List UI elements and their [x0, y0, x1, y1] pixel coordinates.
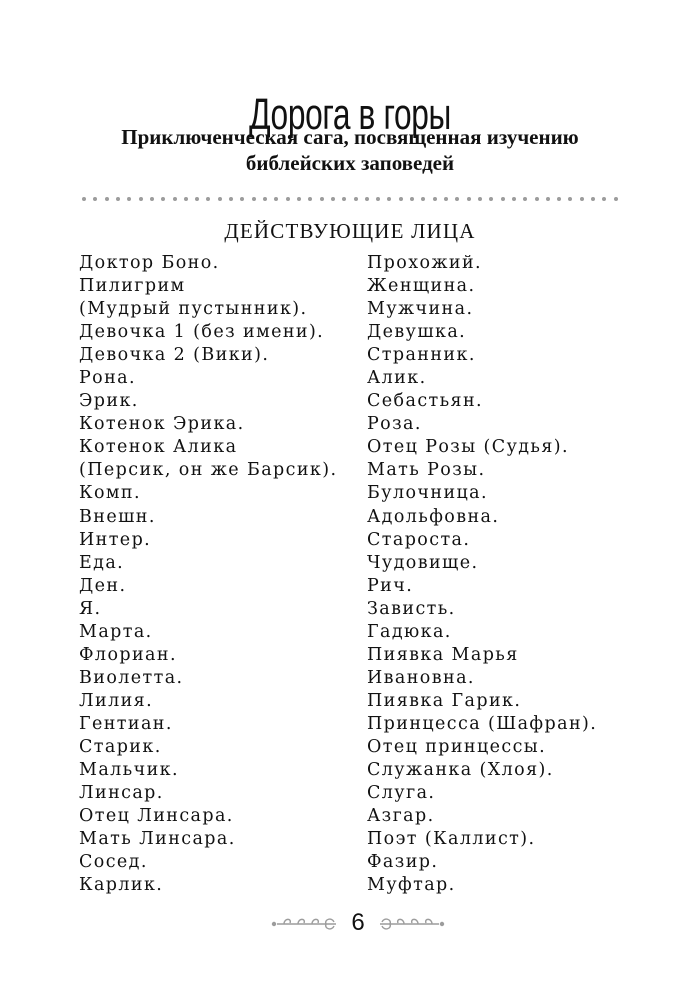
cast-member: Отец Розы (Судья).	[367, 437, 569, 458]
cast-member: Котенок Эрика.	[79, 414, 245, 435]
cast-member: Служанка (Хлоя).	[367, 760, 554, 781]
cast-member: Пилигрим	[79, 276, 186, 297]
divider-dot	[105, 197, 109, 201]
divider-dot	[218, 197, 222, 201]
divider-dot	[512, 197, 516, 201]
cast-member: Еда.	[79, 552, 125, 573]
cast-member: Адольфовна.	[367, 506, 500, 527]
subtitle-line-2: библейских заповедей	[245, 151, 455, 175]
cast-member: Девочка 2 (Вики).	[79, 345, 270, 366]
cast-member: Гентиан.	[79, 713, 173, 734]
cast-member: Рич.	[367, 575, 414, 596]
divider-dot	[376, 197, 380, 201]
divider-dot	[229, 197, 233, 201]
cast-list-right	[367, 252, 597, 897]
vine-flourish-icon	[376, 913, 446, 935]
page-number: 6	[351, 909, 365, 936]
cast-member: Марта.	[79, 621, 153, 642]
divider-dot	[467, 197, 471, 201]
cast-member: Мать Розы.	[367, 460, 486, 481]
cast-member: Поэт (Каллист).	[367, 829, 536, 850]
divider-dot	[546, 197, 550, 201]
cast-member: Ден.	[79, 575, 127, 596]
divider-dot	[173, 197, 177, 201]
divider-dot	[399, 197, 403, 201]
cast-heading: ДЕЙСТВУЮЩИЕ ЛИЦА	[224, 219, 476, 243]
divider-dot	[116, 197, 120, 201]
cast-member: Флориан.	[79, 644, 177, 665]
divider-dot	[195, 197, 199, 201]
divider-dot	[206, 197, 210, 201]
cast-member: Женщина.	[367, 276, 476, 297]
cast-member: Котенок Алика	[79, 437, 238, 458]
cast-member: Отец принцессы.	[367, 736, 547, 757]
divider-dot	[184, 197, 188, 201]
divider-dot	[489, 197, 493, 201]
cast-member: Пиявка Марья	[367, 644, 519, 665]
dotted-divider	[82, 196, 618, 202]
divider-dot	[365, 197, 369, 201]
divider-dot	[433, 197, 437, 201]
cast-member: Странник.	[367, 345, 476, 366]
divider-dot	[602, 197, 606, 201]
cast-member: Доктор Боно.	[79, 253, 220, 273]
cast-member: Виолетта.	[79, 667, 184, 688]
cast-member: Лилия.	[79, 690, 154, 711]
divider-dot	[263, 197, 267, 201]
divider-dot	[568, 197, 572, 201]
divider-dot	[320, 197, 324, 201]
cast-member: Старик.	[79, 736, 162, 757]
divider-dot	[308, 197, 312, 201]
cast-member: Эрик.	[79, 391, 139, 412]
cast-member: Сосед.	[79, 852, 148, 873]
cast-list-left	[79, 252, 337, 897]
divider-dot	[535, 197, 539, 201]
divider-dot	[274, 197, 278, 201]
cast-member: Мужчина.	[367, 299, 474, 320]
divider-dot	[342, 197, 346, 201]
cast-member: Комп.	[79, 483, 141, 504]
divider-dot	[161, 197, 165, 201]
divider-dot	[387, 197, 391, 201]
cast-member: Ивановна.	[367, 667, 475, 688]
cast-member: Фазир.	[367, 852, 439, 873]
cast-member: Мальчик.	[79, 760, 179, 781]
divider-dot	[93, 197, 97, 201]
cast-member: Булочница.	[367, 483, 488, 504]
divider-dot	[286, 197, 290, 201]
cast-member: Рона.	[79, 368, 136, 389]
subtitle-line-1: Приключенческая сага, посвященная изучению	[121, 125, 579, 149]
cast-member: Я.	[79, 598, 102, 619]
divider-dot	[354, 197, 358, 201]
cast-member: Прохожий.	[367, 253, 482, 273]
subtitle	[90, 124, 610, 176]
cast-member: Девочка 1 (без имени).	[79, 322, 325, 343]
cast-member: (Мудрый пустынник).	[79, 299, 308, 320]
cast-member: Пиявка Гарик.	[367, 690, 522, 711]
divider-dot	[523, 197, 527, 201]
cast-member: Интер.	[79, 529, 152, 550]
divider-dot	[82, 197, 86, 201]
cast-member: Девушка.	[367, 322, 467, 343]
divider-dot	[421, 197, 425, 201]
cast-member: Зависть.	[367, 598, 456, 619]
cast-member: Принцесса (Шафран).	[367, 713, 598, 734]
cast-member: Отец Линсара.	[79, 806, 234, 827]
cast-member: Мать Линсара.	[79, 829, 236, 850]
cast-member: Азгар.	[367, 806, 435, 827]
cast-member: Чудовище.	[367, 552, 479, 573]
cast-member: (Персик, он же Барсик).	[79, 460, 338, 481]
cast-member: Алик.	[367, 368, 427, 389]
divider-dot	[478, 197, 482, 201]
cast-member: Себастьян.	[367, 391, 483, 412]
cast-member: Внешн.	[79, 506, 156, 527]
divider-dot	[410, 197, 414, 201]
divider-dot	[444, 197, 448, 201]
divider-dot	[297, 197, 301, 201]
cast-member: Муфтар.	[367, 875, 456, 896]
cast-member: Карлик.	[79, 875, 164, 896]
divider-dot	[614, 197, 618, 201]
cast-member: Староста.	[367, 529, 471, 550]
vine-flourish-icon	[270, 913, 340, 935]
cast-member: Слуга.	[367, 783, 436, 804]
divider-dot	[501, 197, 505, 201]
cast-member: Роза.	[367, 414, 422, 435]
divider-dot	[252, 197, 256, 201]
divider-dot	[455, 197, 459, 201]
cast-member: Гадюка.	[367, 621, 452, 642]
divider-dot	[150, 197, 154, 201]
divider-dot	[557, 197, 561, 201]
divider-dot	[331, 197, 335, 201]
cast-member: Линсар.	[79, 783, 164, 804]
divider-dot	[127, 197, 131, 201]
divider-dot	[139, 197, 143, 201]
divider-dot	[580, 197, 584, 201]
divider-dot	[240, 197, 244, 201]
page-title: Дорога в горы	[249, 90, 451, 140]
divider-dot	[591, 197, 595, 201]
